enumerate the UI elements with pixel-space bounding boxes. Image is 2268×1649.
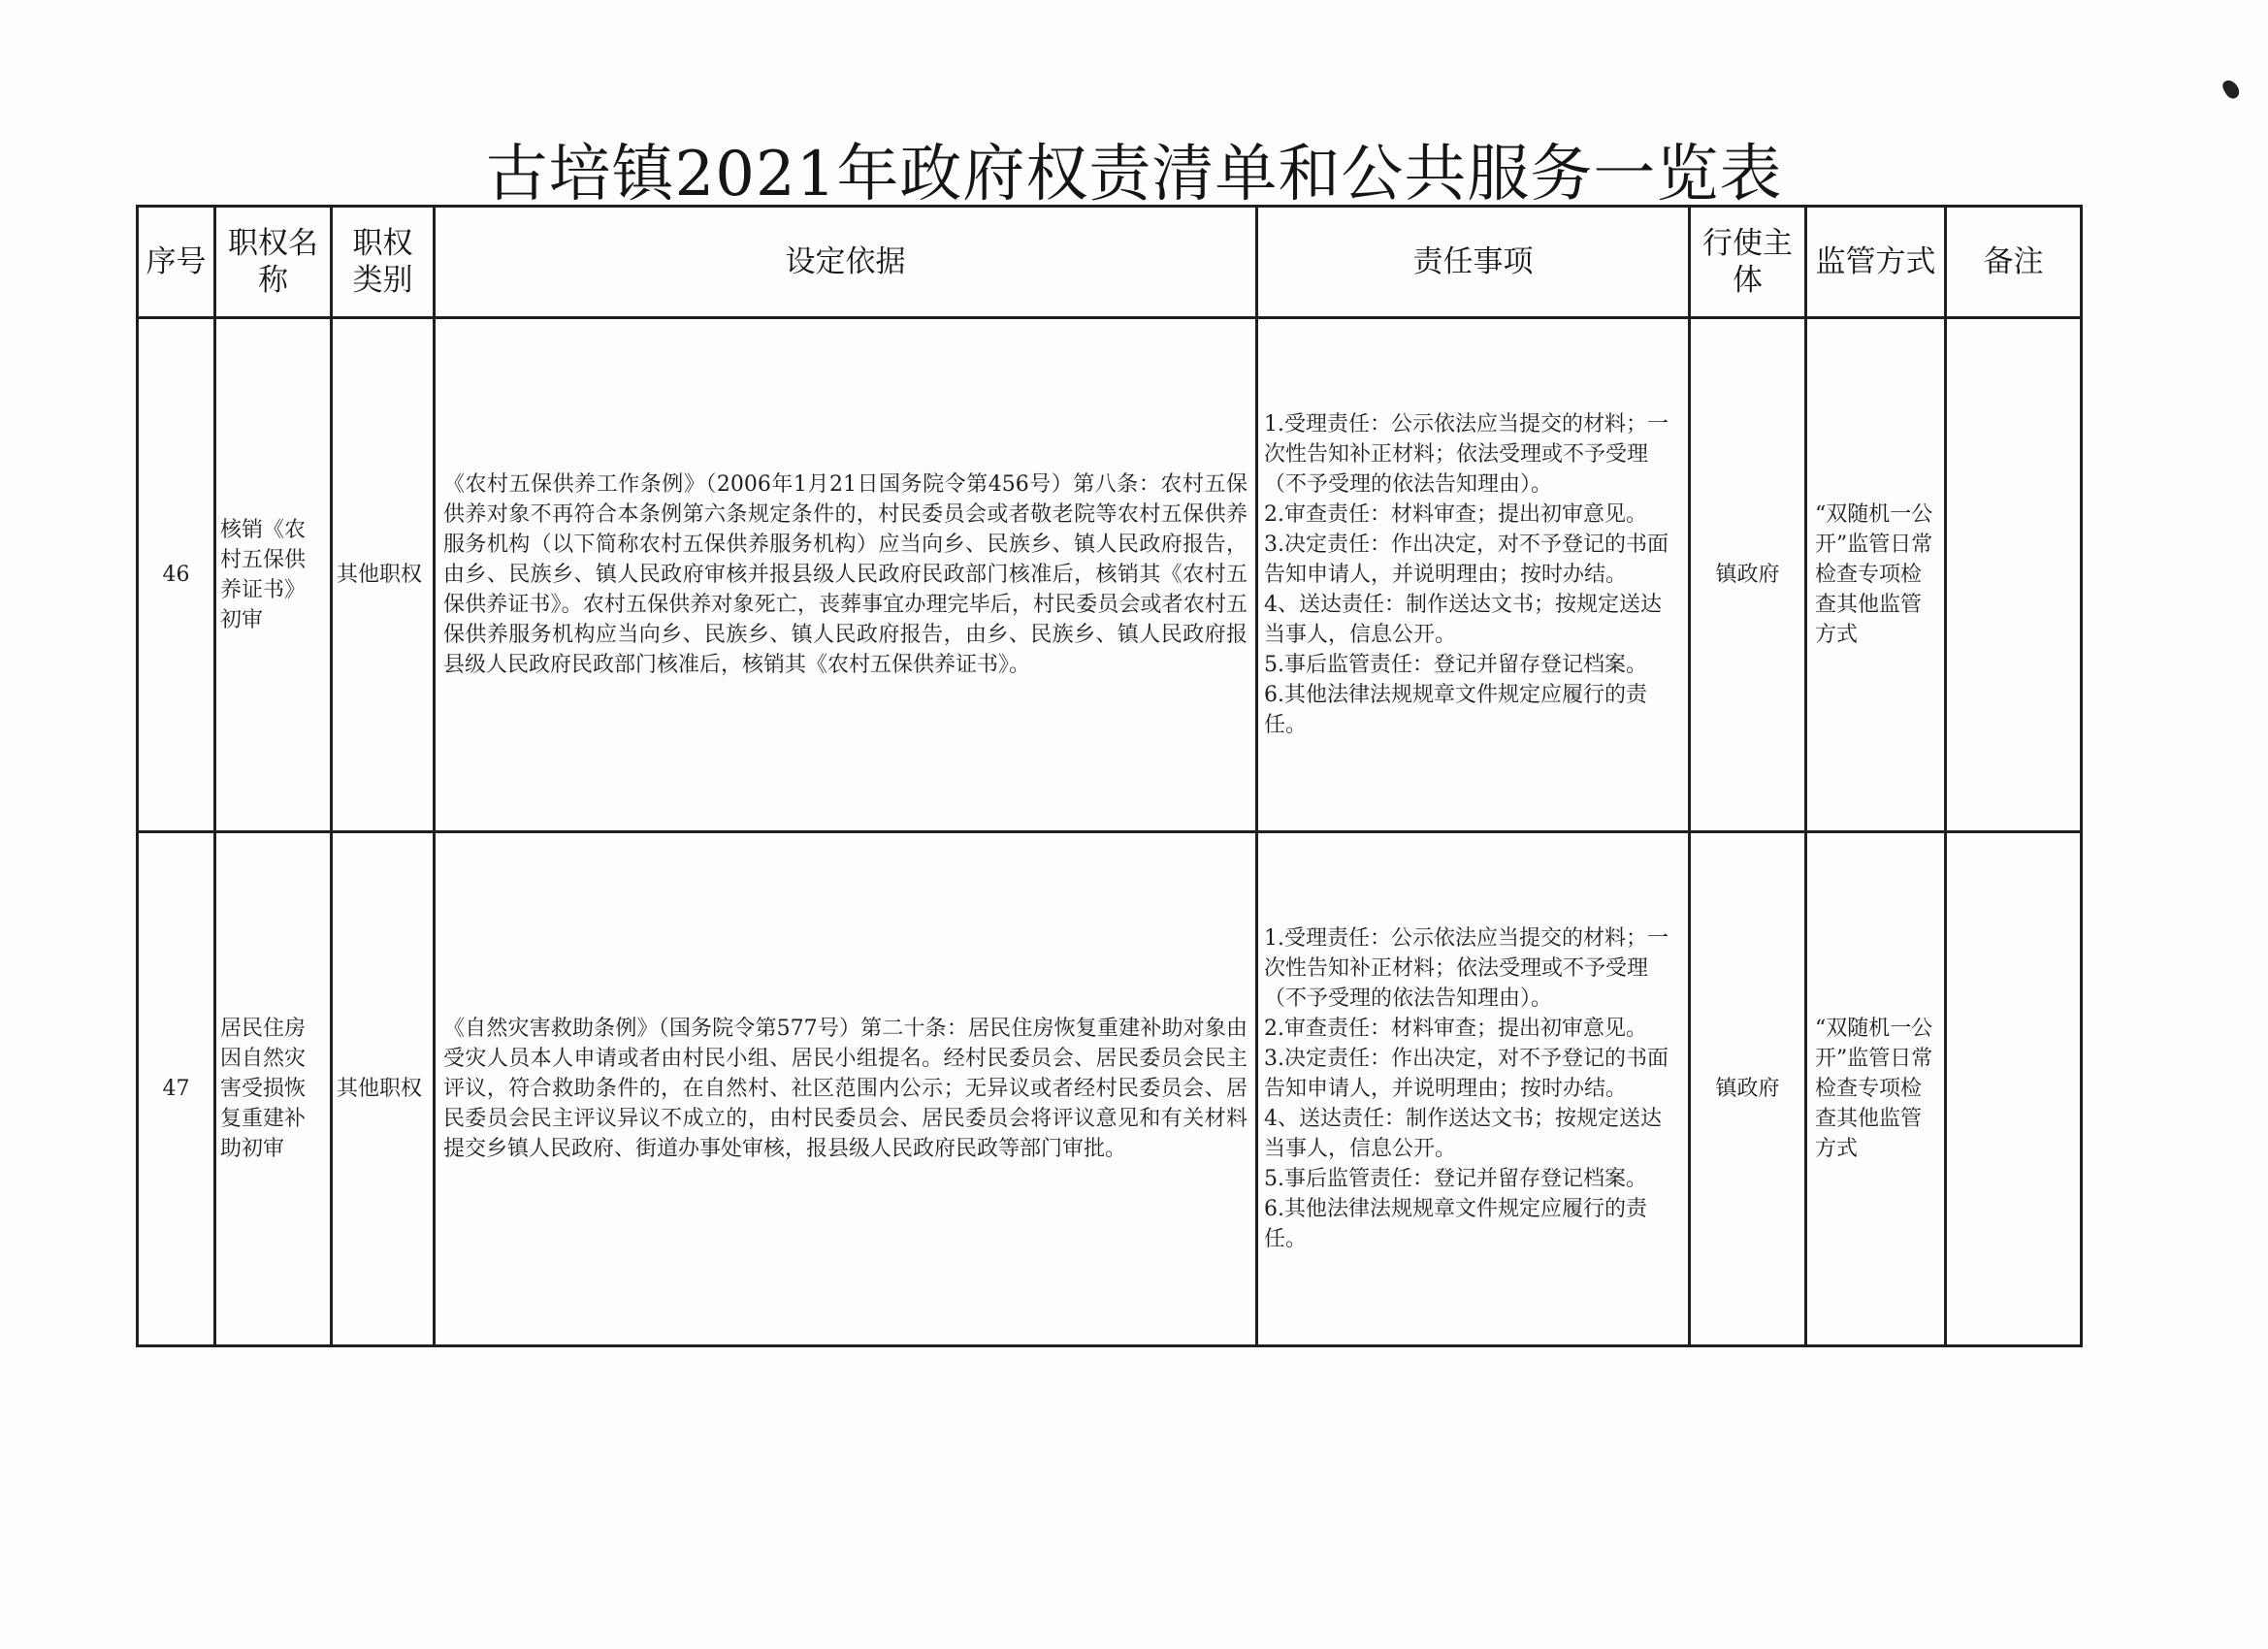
header-type — [332, 207, 435, 318]
page-title: 古培镇2021年政府权责清单和公共服务一览表 — [485, 139, 1783, 210]
responsibility-item: 6.其他法律法规规章文件规定应履行的责任。 — [1264, 1197, 1647, 1251]
cell-seq: 47 — [138, 832, 215, 1346]
header-type-line2: 类别 — [352, 263, 413, 298]
cell-type: 其他职权 — [332, 318, 435, 832]
responsibility-item: 6.其他法律法规规章文件规定应履行的责任。 — [1264, 683, 1647, 737]
header-body-line2: 体 — [1733, 263, 1763, 298]
header-name-line1: 职权名 — [228, 226, 318, 261]
authority-table — [136, 205, 2083, 1347]
header-responsibility: 责任事项 — [1257, 207, 1690, 318]
header-name — [215, 207, 332, 318]
header-body-line1: 行使主 — [1702, 226, 1793, 261]
responsibility-item: 2.审查责任：材料审查；提出初审意见。 — [1264, 1017, 1647, 1041]
responsibility-item: 4、送达责任：制作送达文书；按规定送达当事人，信息公开。 — [1264, 593, 1662, 647]
cell-supervision: “双随机一公开”监管日常检查专项检查其他监管方式 — [1806, 318, 1946, 832]
cell-remarks — [1946, 832, 2082, 1346]
responsibility-item: 4、送达责任：制作送达文书；按规定送达当事人，信息公开。 — [1264, 1107, 1662, 1161]
cell-basis: 《农村五保供养工作条例》（2006年1月21日国务院令第456号）第八条：农村五保供养对象不再符合本条例第六条规定条件的，村民委员会或者敬老院等农村五保供养服务机构（以下简称农村五保供养服务机构）应当向乡、民族乡、镇人民政府报告，由乡、民族乡、镇人民政府审核并报县级人民政府民政部门核准后，核销其《农村五保供养证书》。农村五保供养对象死亡，丧葬事宜办理完毕后，村民委员会或者农村五保供养服务机构应当向乡、民族乡、镇人民政府报告，由乡、民族乡、镇人民政府报县级人民政府民政部门核准后，核销其《农村五保供养证书》。 — [435, 318, 1257, 832]
responsibility-item: 1.受理责任：公示依法应当提交的材料；一次性告知补正材料；依法受理或不予受理（不予受理的依法告知理由）。 — [1264, 412, 1669, 497]
header-row — [138, 207, 2082, 318]
cell-basis: 《自然灾害救助条例》（国务院令第577号）第二十条：居民住房恢复重建补助对象由受灾人员本人申请或者由村民小组、居民小组提名。经村民委员会、居民委员会民主评议，符合救助条件的，在自然村、社区范围内公示；无异议或者经村民委员会、居民委员会民主评议异议不成立的，由村民委员会、居民委员会将评议意见和有关材料提交乡镇人民政府、街道办事处审核，报县级人民政府民政等部门审批。 — [435, 832, 1257, 1346]
header-supervision: 监管方式 — [1806, 207, 1946, 318]
responsibility-item: 5.事后监管责任：登记并留存登记档案。 — [1264, 1167, 1647, 1191]
header-type-line1: 职权 — [352, 226, 413, 261]
responsibility-item: 5.事后监管责任：登记并留存登记档案。 — [1264, 653, 1647, 677]
cell-name: 居民住房因自然灾害受损恢复重建补助初审 — [215, 832, 332, 1346]
cell-supervision: “双随机一公开”监管日常检查专项检查其他监管方式 — [1806, 832, 1946, 1346]
header-basis: 设定依据 — [435, 207, 1257, 318]
responsibility-item: 3.决定责任：作出决定，对不予登记的书面告知申请人，并说明理由；按时办结。 — [1264, 1047, 1669, 1101]
responsibility-item: 2.审查责任：材料审查；提出初审意见。 — [1264, 502, 1647, 527]
responsibility-item: 3.决定责任：作出决定，对不予登记的书面告知申请人，并说明理由；按时办结。 — [1264, 533, 1669, 587]
cell-remarks — [1946, 318, 2082, 832]
cell-seq: 46 — [138, 318, 215, 832]
header-name-line2: 称 — [258, 263, 288, 298]
cell-name: 核销《农村五保供养证书》初审 — [215, 318, 332, 832]
cell-type: 其他职权 — [332, 832, 435, 1346]
cell-body: 镇政府 — [1690, 318, 1806, 832]
responsibility-item: 1.受理责任：公示依法应当提交的材料；一次性告知补正材料；依法受理或不予受理（不予受理的依法告知理由）。 — [1264, 926, 1669, 1011]
table-row — [138, 832, 2082, 1346]
header-remarks: 备注 — [1946, 207, 2082, 318]
cell-body: 镇政府 — [1690, 832, 1806, 1346]
cell-responsibility — [1257, 318, 1690, 832]
table-row — [138, 318, 2082, 832]
cell-responsibility — [1257, 832, 1690, 1346]
header-body — [1690, 207, 1806, 318]
scan-speck — [2220, 78, 2242, 101]
header-seq: 序号 — [138, 207, 215, 318]
